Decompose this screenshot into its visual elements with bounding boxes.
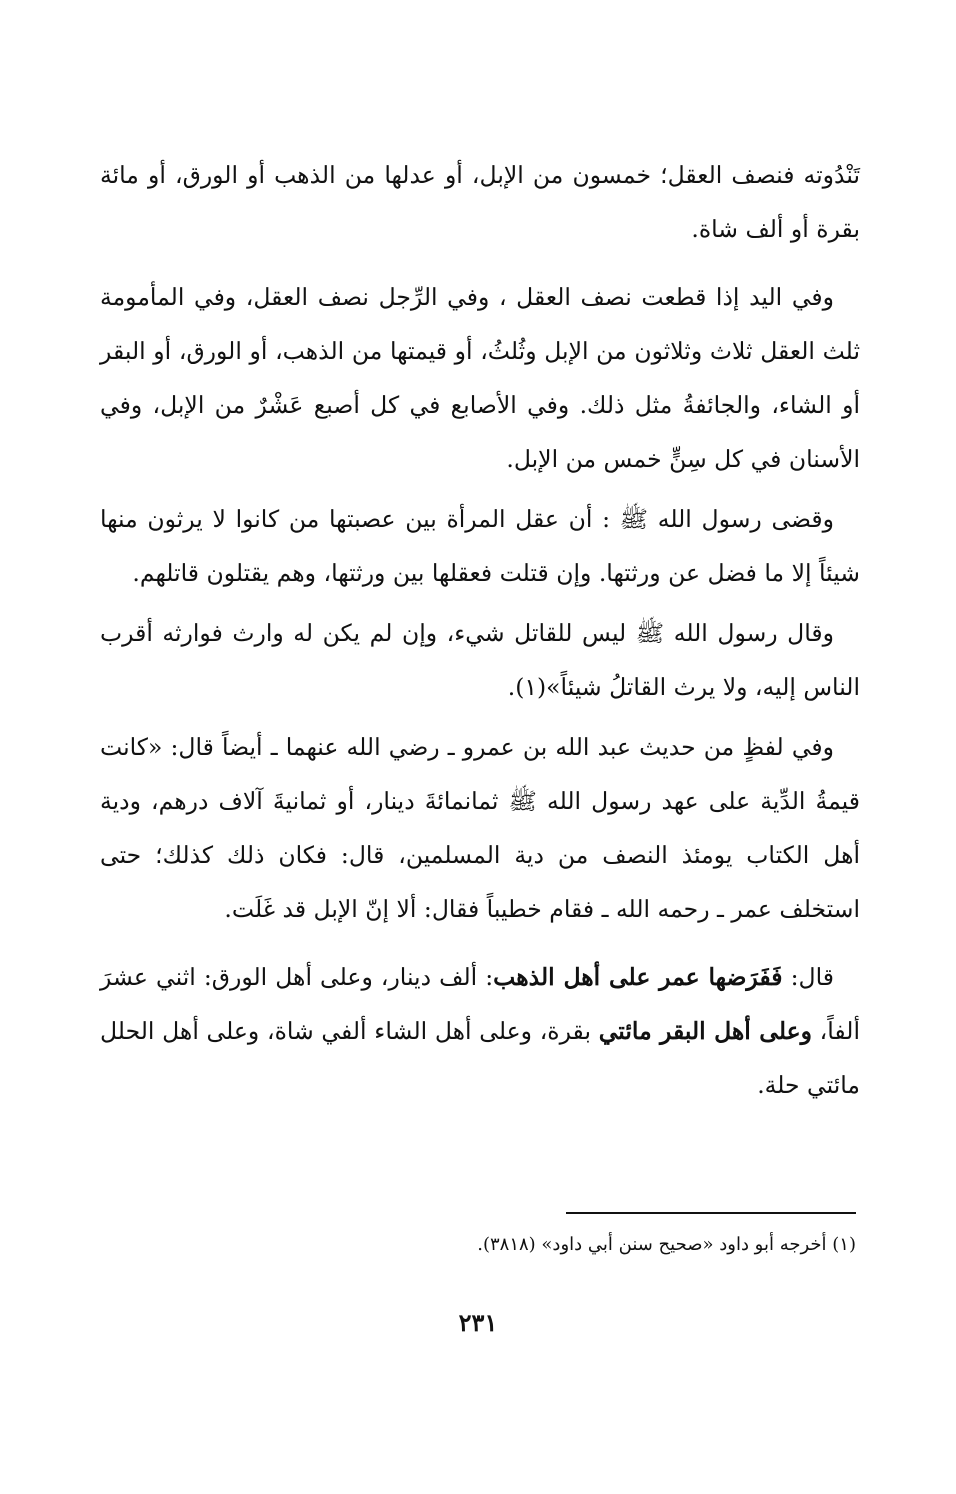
page-body	[100, 148, 860, 1126]
paragraph-5: وفي لفظٍ من حديث عبد الله بن عمرو ـ رضي الله عنهما ـ أيضاً قال: «كانت قيمةُ الدِّية على عهد رسول الله ﷺ ثمانمائةَ دينار، أو ثمانيةَ آلاف درهم، ودية أهل الكتاب يومئذ النصف من دية المسلمين، قال: فكان ذلك كذلك؛ حتى استخلف عمر ـ رحمه الله ـ فقام خطيباً فقال: ألا إنّ الإبل قد غَلَت.	[100, 733, 860, 923]
paragraph-4: وقال رسول الله ﷺ ليس للقاتل شيء، وإن لم يكن له وارث فوارثه أقرب الناس إليه، ولا يرث القاتلُ شيئاً»(١).	[100, 619, 860, 701]
paragraph-1: تَنْدُوته فنصف العقل؛ خمسون من الإبل، أو عدلها من الذهب أو الورق، أو مائة بقرة أو ألف شاة.	[100, 161, 860, 243]
footnote-divider	[566, 1212, 856, 1214]
paragraph-3: وقضى رسول الله ﷺ : أن عقل المرأة بين عصبتها من كانوا لا يرثون منها شيئاً إلا ما فضل عن ورثتها. وإن قتلت فعقلها بين ورثتها، وهم يقتلون قاتلهم.	[100, 505, 860, 587]
paragraph-6-rest-1: : ألف دينار، وعلى أهل الورق: اثني عشرَ ألفاً،	[100, 963, 860, 1045]
paragraph-6-intro: قال:	[782, 963, 834, 991]
paragraph-6	[100, 950, 860, 1112]
paragraph-6-rest-2: بقرة، وعلى أهل الشاء ألفي شاة، وعلى أهل الحلل مائتي حلة.	[100, 1017, 860, 1099]
paragraph-6-bold-1: فَفَرَضها عمر على أهل الذهب	[493, 963, 783, 991]
paragraph-2: وفي اليد إذا قطعت نصف العقل ، وفي الرِّجل نصف العقل، وفي المأمومة ثلث العقل ثلاث وثلاثون من الإبل وثُلثُ، أو قيمتها من الذهب، أو الورق، أو البقر أو الشاء، والجائفةُ مثل ذلك. وفي الأصابع في كل أصبع عَشْرٌ من الإبل، وفي الأسنان في كل سِنٍّ خمس من الإبل.	[100, 283, 860, 473]
page-number: ٢٣١	[458, 1308, 498, 1337]
footnote: (١) أخرجه أبو داود «صحيح سنن أبي داود» (٣٨١٨).	[477, 1234, 856, 1255]
paragraph-6-bold-2: وعلى أهل البقر مائتي	[598, 1017, 812, 1045]
